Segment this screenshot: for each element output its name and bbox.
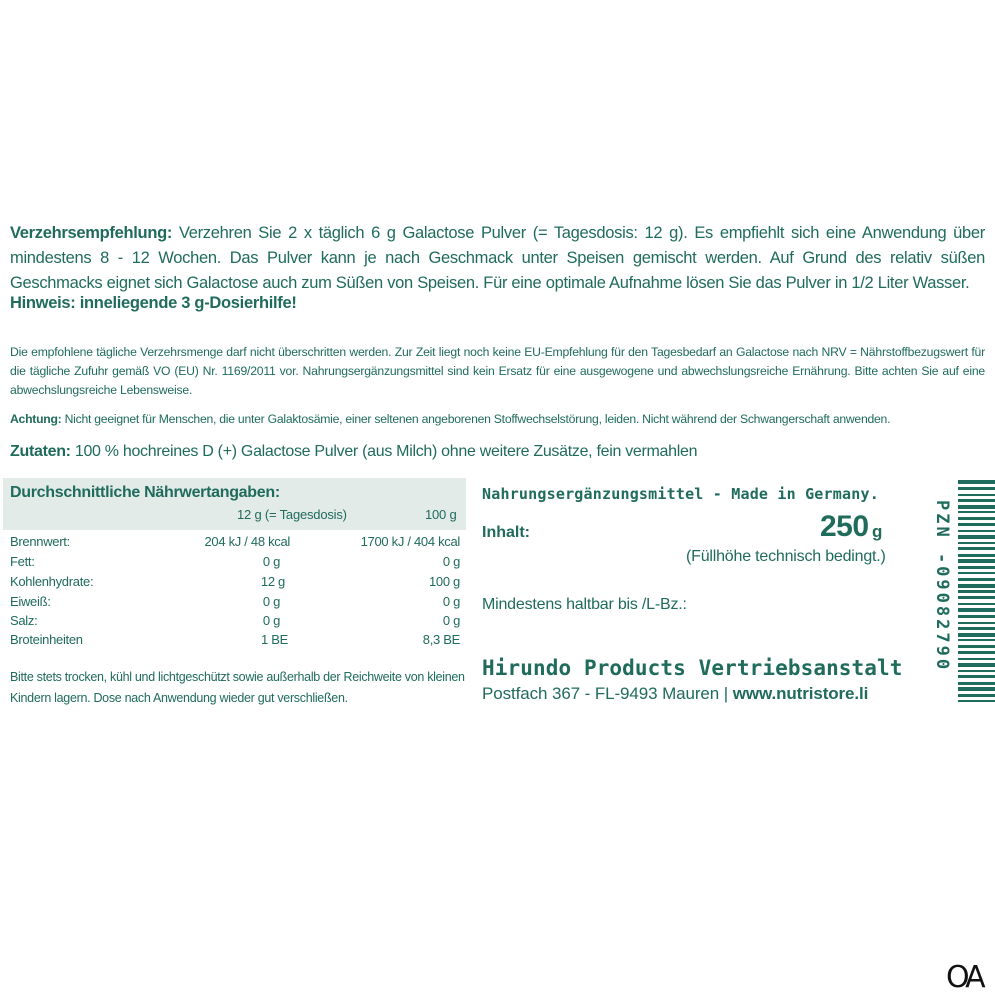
nutrition-100g-value: 0 g (442, 554, 460, 569)
content-value: 250 (820, 510, 869, 543)
barcode-stripe (958, 554, 995, 557)
barcode-stripe (958, 547, 995, 550)
barcode-stripe (958, 670, 995, 672)
barcode-stripe (958, 523, 995, 526)
dosage-text: Verzehren Sie 2 x täglich 6 g Galactose Pulver (= Tagesdosis: 12 g). Es empfiehlt sich eine Anwendung über mindestens 8 - 12 Wochen. Das Pulver kann je nach Geschmack unter Speisen gemischt werden. Auf Grund des relativ süßen Geschmacks eignet sich Galactose auch zum Süßen von Speisen. Für eine optimale Aufnahme lösen Sie das Pulver in 1/2 Liter Wasser. (10, 224, 985, 292)
nutrition-label: Broteinheiten (10, 632, 83, 647)
barcode-stripe (958, 603, 995, 605)
nutrition-dose-value: 12 g (260, 574, 285, 589)
nutrition-title: Durchschnittliche Nährwertangaben: (10, 484, 280, 501)
company-name: Hirundo Products Vertriebsanstalt (482, 656, 903, 680)
nutrition-label: Salz: (10, 613, 38, 628)
ingredients-label: Zutaten: (10, 443, 71, 460)
nutrition-label: Kohlenhydrate: (10, 574, 94, 589)
barcode-stripe (958, 566, 995, 569)
barcode-stripe (958, 645, 995, 648)
nutrition-label: Brennwert: (10, 534, 70, 549)
nutrition-col-dose: 12 g (= Tagesdosis) (237, 507, 347, 522)
dosing-aid-hint: Hinweis: inneliegende 3 g-Dosierhilfe! (10, 294, 297, 312)
barcode-stripe (958, 511, 995, 513)
nutrition-row (10, 613, 460, 632)
dosage-recommendation (10, 221, 985, 296)
storage-instructions: Bitte stets trocken, kühl und lichtgeschützt sowie außerhalb der Reichweite von kleinen Kindern lagern. Dose nach Anwendung wieder gut verschließen. (10, 670, 465, 705)
barcode-stripe (958, 687, 995, 691)
barcode-stripe (958, 590, 995, 593)
barcode-stripe (958, 480, 995, 484)
fill-level-note: (Füllhöhe technisch bedingt.) (686, 548, 886, 565)
barcode-stripe (958, 682, 995, 685)
nutrition-label: Eiweiß: (10, 594, 51, 609)
nutrition-row (10, 554, 460, 573)
pzn-number: PZN -09082790 (932, 500, 952, 673)
nutrition-dose-value: 204 kJ / 48 kcal (204, 534, 290, 549)
barcode-stripe (958, 530, 995, 532)
pzn-label (930, 500, 956, 680)
barcode-stripe (958, 517, 995, 520)
caution-label: Achtung: (10, 412, 62, 426)
nutrition-100g-value: 0 g (442, 613, 460, 628)
nutrition-row (10, 574, 460, 593)
caution-note (10, 412, 995, 426)
pharma-barcode (958, 480, 995, 705)
nutrition-dose-value: 0 g (262, 554, 280, 569)
barcode-stripe (958, 572, 995, 574)
barcode-stripe (958, 700, 995, 702)
barcode-stripe (958, 494, 995, 496)
nutrition-label: Fett: (10, 554, 35, 569)
nutrition-100g-value: 0 g (442, 594, 460, 609)
supplement-made-in-germany: Nahrungsergänzungsmittel - Made in Germany. (482, 485, 879, 503)
ingredients (10, 443, 697, 461)
barcode-stripe (958, 596, 995, 599)
company-address (482, 684, 868, 704)
dosage-label: Verzehrsempfehlung: (10, 224, 173, 242)
nutrition-row (10, 632, 460, 651)
barcode-stripe (958, 578, 995, 581)
nutrition-dose-value: 1 BE (261, 632, 288, 647)
best-before-lot: Mindestens haltbar bis /L-Bz.: (482, 596, 687, 613)
barcode-stripe (958, 627, 995, 630)
barcode-stripe (958, 651, 995, 654)
barcode-stripe (958, 633, 995, 637)
intake-warning: Die empfohlene tägliche Verzehrsmenge darf nicht überschritten werden. Zur Zeit liegt noch keine EU-Empfehlung für den Tagesbedarf an Galactose nach NRV = Nährstoffbezugswert für die tägliche Zufuhr gemäß VO (EU) Nr. 1169/2011 vor. Nahrungsergänzungsmittel sind kein Ersatz für eine ausgewogene und abwechslungsreiche Ernährung. Bitte achten Sie auf eine abwechslungsreiche Lebensweise. (10, 345, 985, 397)
barcode-stripe (958, 608, 995, 612)
nutrition-100g-value: 100 g (428, 574, 460, 589)
oa-logo: OA (946, 960, 982, 995)
barcode-stripe (958, 658, 995, 660)
barcode-stripe (958, 675, 995, 678)
nutrition-dose-value: 0 g (262, 594, 280, 609)
barcode-stripe (958, 559, 995, 563)
barcode-stripe (958, 663, 995, 667)
nutrition-100g-value: 8,3 BE (422, 632, 460, 647)
nutrition-row (10, 534, 460, 553)
nutrition-col-100g: 100 g (425, 507, 457, 522)
ingredients-text: 100 % hochreines D (+) Galactose Pulver (aus Milch) ohne weitere Zusätze, fein vermahlen (70, 443, 698, 460)
barcode-stripe (958, 694, 995, 697)
barcode-stripe (958, 535, 995, 539)
barcode-stripe (958, 499, 995, 502)
caution-text: Nicht geeignet für Menschen, die unter Galaktosämie, einer seltenen angeborenen Stoffwechselstörung, leiden. Nicht während der Schwangerschaft anwenden. (61, 412, 891, 426)
nutrition-100g-value: 1700 kJ / 404 kcal (360, 534, 460, 549)
barcode-stripe (958, 622, 995, 624)
nutrition-row (10, 594, 460, 613)
barcode-stripe (958, 542, 995, 544)
barcode-stripe (958, 615, 995, 618)
content-unit: g (872, 522, 883, 541)
website-link[interactable]: www.nutristore.li (732, 684, 869, 703)
content-label: Inhalt: (482, 524, 530, 541)
barcode-stripe (958, 487, 995, 490)
nutrition-dose-value: 0 g (262, 613, 280, 628)
postal-address: Postfach 367 - FL-9493 Mauren | (482, 684, 733, 703)
barcode-stripe (958, 505, 995, 509)
barcode-stripe (958, 584, 995, 588)
barcode-stripe (958, 639, 995, 641)
